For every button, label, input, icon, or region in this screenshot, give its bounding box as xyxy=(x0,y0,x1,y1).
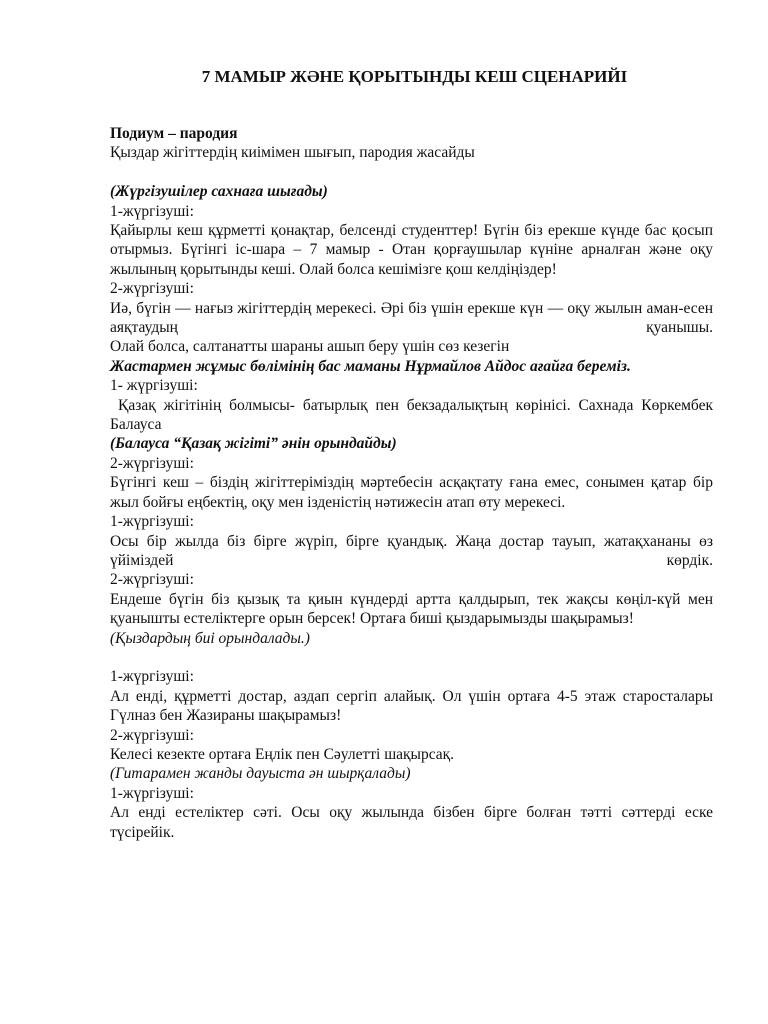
stage-direction: (Қыздардың биі орындалады.) xyxy=(110,629,310,647)
speech-paragraph: Қазақ жігітінің болмысы- батырлық пен бекзадалықтың көрінісі. Сахнада Көркембек Балауса xyxy=(110,396,713,434)
podium-heading: Подиум – пародия xyxy=(110,125,238,142)
speech-paragraph: Иә, бүгін — нағыз жігіттердің мерекесі. Әрі біз үшін ерекше күн — оқу жылын аман-есен аяқтаудың қуанышы. xyxy=(110,299,713,337)
speech-paragraph: Бүгінгі кеш – біздің жігіттеріміздің мәртебесін асқақтату ғана емес, сонымен қатар бір жыл бойғы еңбектің, оқу мен ізденістің нәтижесін атап өту мерекесі. xyxy=(110,474,713,511)
page-title: 7 МАМЫР ЖӘНЕ ҚОРЫТЫНДЫ КЕШ СЦЕНАРИЙІ xyxy=(201,67,628,86)
speaker-label: 1-жүргізуші: xyxy=(110,784,194,802)
stage-direction: (Гитарамен жанды дауыста ән шырқалады) xyxy=(110,765,411,783)
speaker-label: 2-жүргізуші: xyxy=(110,571,194,589)
speaker-label: 2-жүргізуші: xyxy=(110,726,194,744)
speech-paragraph: Ал енді, құрметті достар, аздап сергіп алайық. Ол үшін ортаға 4-5 этаж старосталары Гүлназ бен Жазираны шақырамыз! xyxy=(110,687,713,725)
speech-paragraph: Ендеше бүгін біз қызық та қиын күндерді артта қалдырып, тек жақсы көңіл-күй мен қуанышты естеліктерге орын берсек! Ортаға биші қыздарымызды шақырамыз! xyxy=(110,590,713,628)
speech-paragraph: Ал енді естеліктер сәті. Осы оқу жылында бізбен бірге болған тәтті сәттерді еске түсірейік. xyxy=(110,804,713,841)
speaker-label: 2-жүргізуші: xyxy=(110,280,194,298)
speech-paragraph: Осы бір жылда біз бірге жүріп, бірге қуандық. Жаңа достар тауып, жатақхананы өз үйіміздей көрдік. xyxy=(110,532,713,569)
stage-direction: (Балауса “Қазақ жігіті” әнін орындайды) xyxy=(110,435,397,453)
speaker-label: 1-жүргізуші: xyxy=(110,202,194,220)
speech-paragraph-emphasis: Жастармен жұмыс бөлімінің бас маманы Нұрмайлов Айдос ағайға береміз. xyxy=(110,357,631,375)
document-page xyxy=(110,66,713,842)
stage-direction: (Жүргізушілер сахнаға шығады) xyxy=(110,183,328,201)
spacer xyxy=(110,163,713,182)
speech-paragraph: Олай болса, салтанатты шараны ашып беру үшін сөз кезегін xyxy=(110,338,510,356)
speaker-label: 2-жүргізуші: xyxy=(110,454,194,472)
spacer xyxy=(110,648,713,667)
podium-text: Қыздар жігіттердің киімімен шығып, пародия жасайды xyxy=(110,144,475,162)
speech-paragraph: Келесі кезекте ортаға Еңлік пен Сәулетті шақырсақ. xyxy=(110,745,455,763)
speaker-label: 1-жүргізуші: xyxy=(110,668,194,686)
speaker-label: 1-жүргізуші: xyxy=(110,513,194,531)
speech-paragraph: Қайырлы кеш құрметті қонақтар, белсенді студенттер! Бүгін біз ерекше күнде бас қосып отырмыз. Бүгінгі іс-шара – 7 мамыр - Отан қорғаушылар күніне арналған және оқу жылының қорытынды кеші. Олай болса кешімізге қош келдіңіздер! xyxy=(110,222,713,278)
speaker-label: 1- жүргізуші: xyxy=(110,377,198,395)
